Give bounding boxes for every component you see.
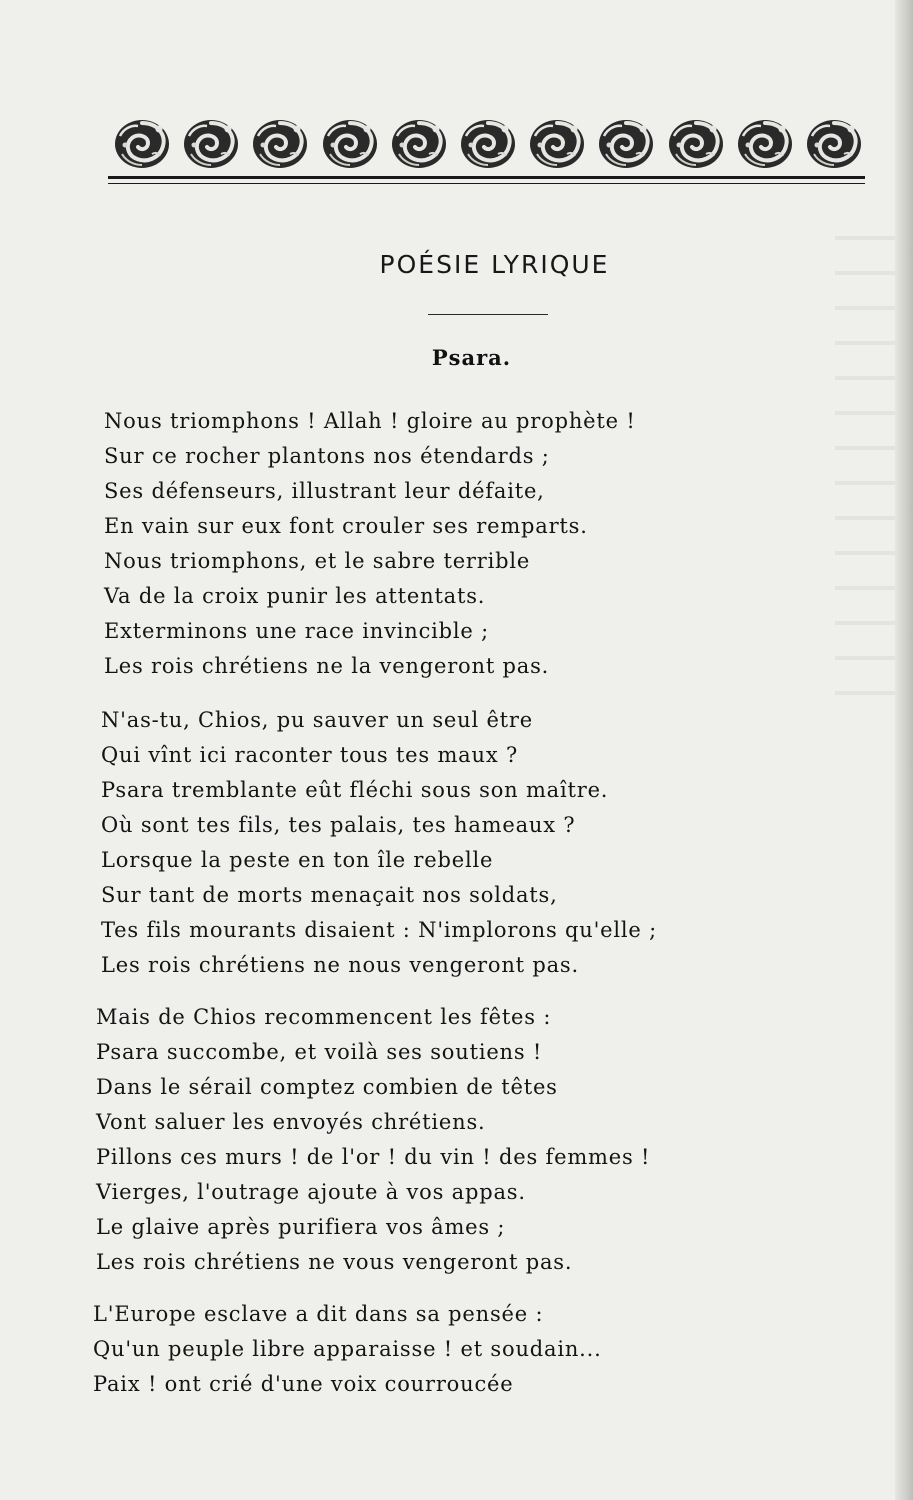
poem-line: Vont saluer les envoyés chrétiens. <box>96 1110 486 1134</box>
poem-line: Psara tremblante eût fléchi sous son maître. <box>101 778 609 802</box>
scroll-swirl-icon <box>250 114 310 172</box>
poem-line: Pillons ces murs ! de l'or ! du vin ! des femmes ! <box>96 1145 651 1169</box>
header-rule-thin <box>108 183 865 184</box>
poem-line: Qu'un peuple libre apparaisse ! et soudain... <box>93 1337 602 1361</box>
page-edge-shadow <box>895 0 913 1500</box>
poem-title: Psara. <box>431 345 512 370</box>
stanza-4 <box>93 1297 753 1402</box>
scroll-swirl-icon <box>666 114 726 172</box>
poem-line: Va de la croix punir les attentats. <box>104 584 486 608</box>
poem-line: En vain sur eux font crouler ses remparts. <box>104 514 588 538</box>
poem-line: Où sont tes fils, tes palais, tes hameaux ? <box>101 813 576 837</box>
title-divider <box>428 314 548 315</box>
poem-line: Exterminons une race invincible ; <box>104 619 489 643</box>
poem-line: Paix ! ont crié d'une voix courroucée <box>93 1372 514 1396</box>
scroll-swirl-icon <box>527 114 587 172</box>
poem-line: Nous triomphons ! Allah ! gloire au prophète ! <box>104 409 636 433</box>
poem-line: Nous triomphons, et le sabre terrible <box>104 549 531 573</box>
section-title: POÉSIE LYRIQUE <box>379 250 610 279</box>
ornamental-header-band <box>112 112 864 174</box>
stanza-3 <box>96 1000 756 1280</box>
poem-line: N'as-tu, Chios, pu sauver un seul être <box>101 708 533 732</box>
poem-line: Tes fils mourants disaient : N'implorons qu'elle ; <box>101 918 657 942</box>
poem-line: L'Europe esclave a dit dans sa pensée : <box>93 1302 544 1326</box>
show-through-text <box>835 210 895 710</box>
poem-line: Vierges, l'outrage ajoute à vos appas. <box>96 1180 526 1204</box>
poem-line: Les rois chrétiens ne vous vengeront pas. <box>96 1250 573 1274</box>
scroll-swirl-icon <box>320 114 380 172</box>
poem-line: Psara succombe, et voilà ses soutiens ! <box>96 1040 543 1064</box>
scroll-swirl-icon <box>389 114 449 172</box>
poem-line: Lorsque la peste en ton île rebelle <box>101 848 494 872</box>
scroll-swirl-icon <box>804 114 864 172</box>
scroll-swirl-icon <box>596 114 656 172</box>
poem-line: Sur tant de morts menaçait nos soldats, <box>101 883 558 907</box>
poem-line: Les rois chrétiens ne la vengeront pas. <box>104 654 550 678</box>
header-rule-thick <box>108 176 865 179</box>
poem-line: Les rois chrétiens ne nous vengeront pas. <box>101 953 579 977</box>
poem-line: Mais de Chios recommencent les fêtes : <box>96 1005 552 1029</box>
poem-line: Sur ce rocher plantons nos étendards ; <box>104 444 550 468</box>
stanza-1 <box>104 404 764 684</box>
stanza-2 <box>101 703 761 983</box>
scroll-swirl-icon <box>458 114 518 172</box>
poem-line: Qui vînt ici raconter tous tes maux ? <box>101 743 519 767</box>
scroll-swirl-icon <box>735 114 795 172</box>
scroll-swirl-icon <box>181 114 241 172</box>
scroll-swirl-icon <box>112 114 172 172</box>
poem-line: Dans le sérail comptez combien de têtes <box>96 1075 558 1099</box>
poem-line: Le glaive après purifiera vos âmes ; <box>96 1215 506 1239</box>
poem-line: Ses défenseurs, illustrant leur défaite, <box>104 479 545 503</box>
